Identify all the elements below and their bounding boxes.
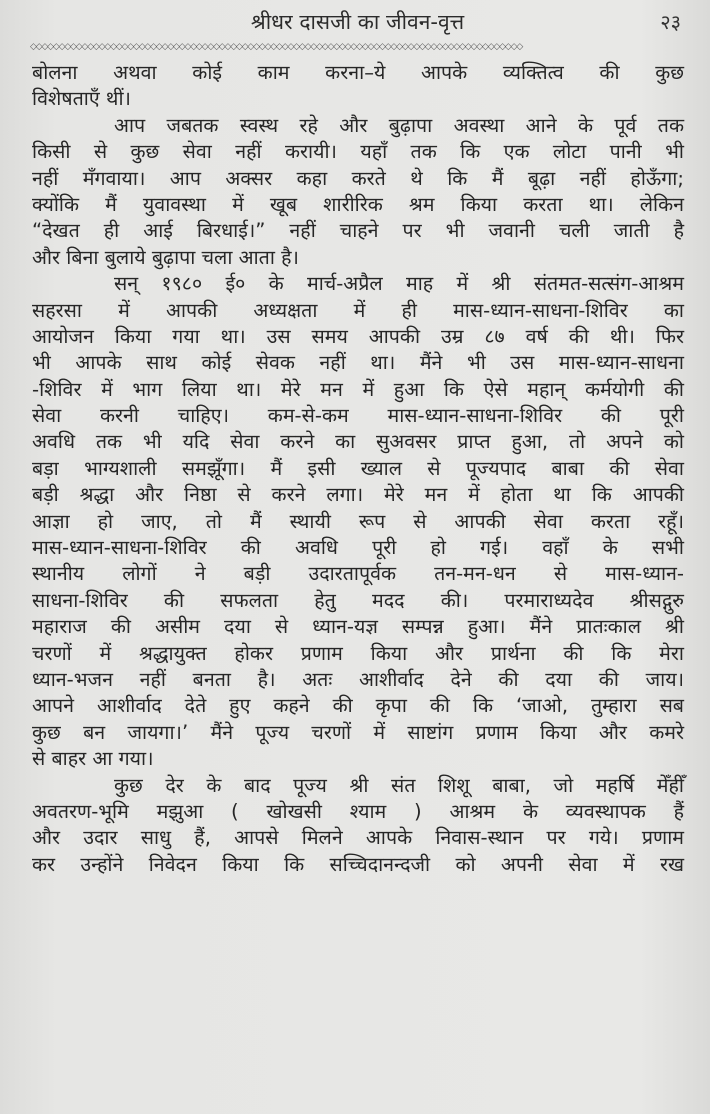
text-line: चरणों में श्रद्धायुक्त होकर प्रणाम किया और प्रार्थना की कि मेरा [32,641,684,665]
body-text [32,60,684,878]
text-line: स्थानीय लोगों ने बड़ी उदारतापूर्वक तन-मन-धन से मास-ध्यान- [32,562,684,586]
text-line: मास-ध्यान-साधना-शिविर की अवधि पूरी हो गई। वहाँ के सभी [32,536,684,560]
text-line: आपने आशीर्वाद देते हुए कहने की कृपा की कि ‘जाओ, तुम्हारा सब [32,694,684,718]
text-line: सेवा करनी चाहिए। कम-से-कम मास-ध्यान-साधना-शिविर की पूरी [32,404,684,428]
paragraph-start: सन् १९८० ई० के मार्च-अप्रैल माह में श्री संतमत-सत्संग-आश्रम [114,272,684,296]
text-line: किसी से कुछ सेवा नहीं करायी। यहाँ तक कि एक लोटा पानी भी [32,140,684,164]
text-line: कुछ बन जायगा।’ मैंने पूज्य चरणों में साष्टांग प्रणाम किया और कमरे [32,720,684,744]
text-line: भी आपके साथ कोई सेवक नहीं था। मैंने भी उस मास-ध्यान-साधना [32,351,684,375]
text-line: से बाहर आ गया। [32,747,154,771]
text-line: ध्यान-भजन नहीं बनता है। अतः आशीर्वाद देने की दया की जाय। [32,667,684,691]
text-line: विशेषताएँ थीं। [32,87,131,111]
text-line: “देखत ही आई बिरधाई।” नहीं चाहने पर भी जवानी चली जाती है [32,219,684,243]
paragraph-start: कुछ देर के बाद पूज्य श्री संत शिशू बाबा, जो महर्षि मेँहीँ [114,773,684,797]
ornament-divider: ◇◇◇◇◇◇◇◇◇◇◇◇◇◇◇◇◇◇◇◇◇◇◇◇◇◇◇◇◇◇◇◇◇◇◇◇◇◇◇◇◇◇◇◇◇◇◇◇◇◇◇◇◇◇◇◇◇◇◇◇◇◇◇◇◇◇◇◇◇◇◇◇◇◇◇◇◇◇◇◇◇◇◇◇◇◇ [30,42,523,52]
text-line: बड़ा भाग्यशाली समझूँगा। मैं इसी ख्याल से पूज्यपाद बाबा की सेवा [32,456,684,480]
text-line: और बिना बुलाये बुढ़ापा चला आता है। [32,245,299,269]
page-number: २३ [660,10,681,34]
text-line: नहीं मँगवाया। आप अक्सर कहा करते थे कि मैं बूढ़ा नहीं होऊँगा; [32,166,684,190]
text-line: आज्ञा हो जाए, तो मैं स्थायी रूप से आपकी सेवा करता रहूँ। [32,509,684,533]
text-line: और उदार साधु हैं, आपसे मिलने आपके निवास-स्थान पर गये। प्रणाम [32,826,684,850]
text-line: -शिविर में भाग लिया था। मेरे मन में हुआ कि ऐसे महान् कर्मयोगी की [32,377,684,401]
page-header [30,2,685,42]
paragraph-start: आप जबतक स्वस्थ रहे और बुढ़ापा अवस्था आने के पूर्व तक [114,113,684,137]
text-line: आयोजन किया गया था। उस समय आपकी उम्र ८७ वर्ष की थी। फिर [32,324,684,348]
text-line: बोलना अथवा कोई काम करना–ये आपके व्यक्तित्व की कुछ [32,61,684,84]
text-line: अवधि तक भी यदि सेवा करने का सुअवसर प्राप्त हुआ, तो अपने को [32,430,684,454]
running-title: श्रीधर दासजी का जीवन-वृत्त [250,10,465,34]
text-line: महाराज की असीम दया से ध्यान-यज्ञ सम्पन्न हुआ। मैंने प्रातःकाल श्री [32,615,684,639]
text-line: क्योंकि मैं युवावस्था में खूब शारीरिक श्रम किया करता था। लेकिन [32,192,684,216]
text-line: बड़ी श्रद्धा और निष्ठा से करने लगा। मेरे मन में होता था कि आपकी [32,483,684,507]
text-line: सहरसा में आपकी अध्यक्षता में ही मास-ध्यान-साधना-शिविर का [32,298,684,322]
text-line: साधना-शिविर की सफलता हेतु मदद की। परमाराध्यदेव श्रीसद्गुरु [32,588,684,612]
text-line: अवतरण-भूमि मझुआ ( खोखसी श्याम ) आश्रम के व्यवस्थापक हैं [32,799,684,823]
text-line: कर उन्होंने निवेदन किया कि सच्चिदानन्दजी को अपनी सेवा में रख [32,852,684,876]
